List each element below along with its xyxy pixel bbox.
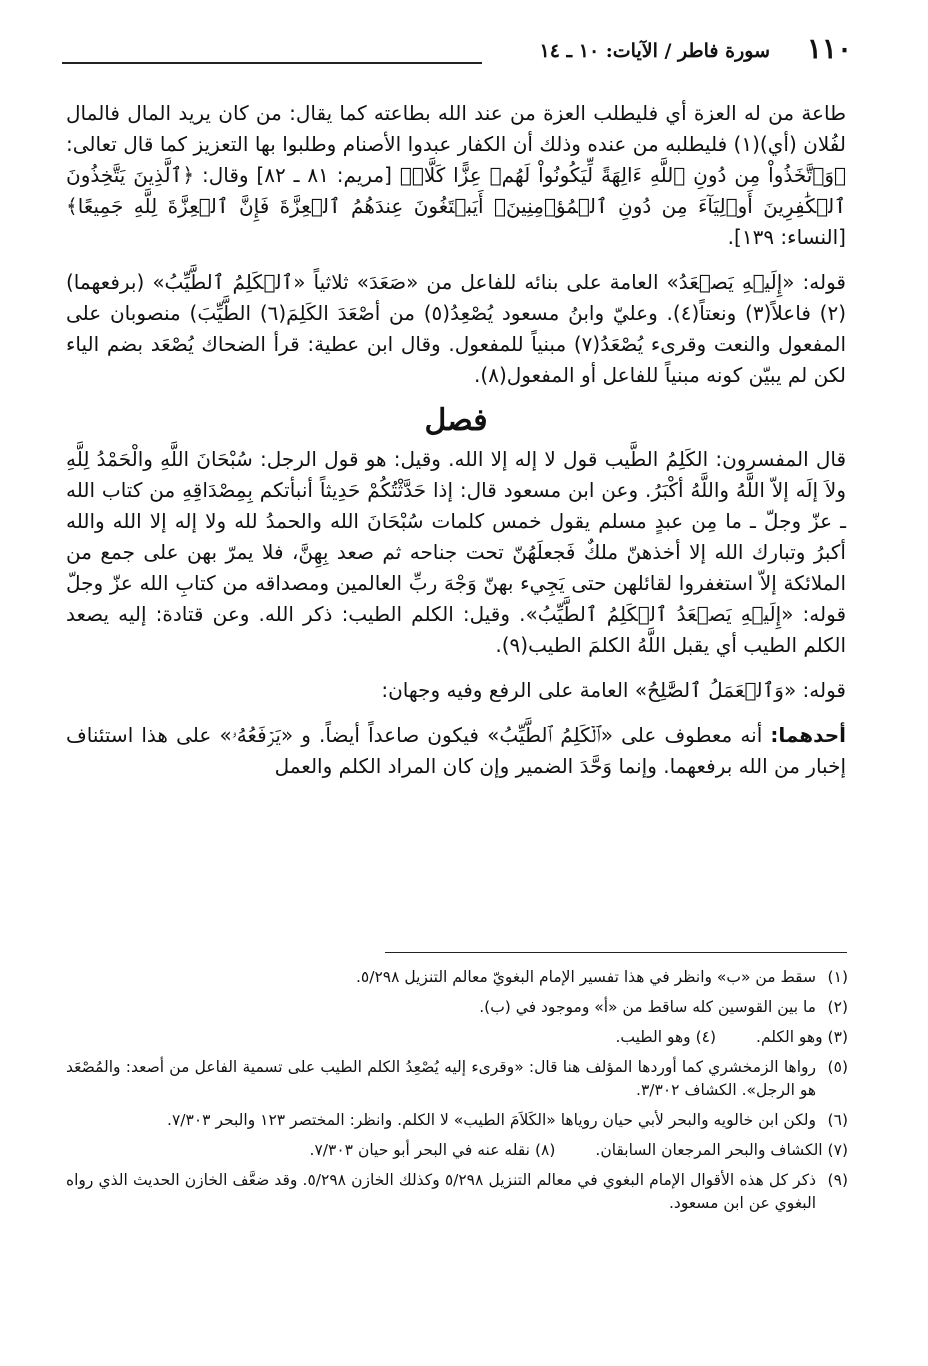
footnote [66, 1056, 848, 1102]
footnote-number: (٥) [827, 1058, 848, 1076]
footnote-text: ولكن ابن خالويه والبحر لأبي حيان روياها «الكَلاَمَ الطيب» لا الكلم. وانظر: المختصر ١٢٣ والبحر ٧/٣٠٣. [167, 1111, 816, 1129]
section-heading: فصل [424, 403, 488, 438]
footnote-number: (٦) [827, 1111, 848, 1129]
footnote-number: (١) [827, 968, 848, 986]
footnote [595, 1139, 848, 1162]
footnote [615, 1026, 716, 1049]
footnote-text: رواها الزمخشري كما أوردها المؤلف هنا قال: «وقرىء إليه يُصْعِدُ الكلم الطيب على تسمية الفاعل من أصعد: والمُصْعَد هو الرجل». الكشاف ٣/٣٠٢. [66, 1058, 816, 1099]
paragraph-text: أنه معطوف على «ٱلۡكَلِمُ ٱلطَّيِّبُ» فيكون صاعداً أيضاً. و «يَرۡفَعُهُۥ» على هذا استئناف إخبار من الله برفعهما. وإنما وَحَّدَ الضمير وإن كان المراد الكلم والعمل [66, 723, 846, 778]
footnote-text: وهو الكلم. [756, 1028, 823, 1046]
footnote-text: ما بين القوسين كله ساقط من «أ» وموجود في (ب). [479, 998, 816, 1016]
footnote [66, 1169, 848, 1215]
footnote [66, 1109, 848, 1132]
footnote-number: (٣) [827, 1028, 848, 1046]
footnote [66, 966, 848, 989]
footnote-number: (٩) [827, 1171, 848, 1189]
footnote [310, 1139, 556, 1162]
page-number: ١١٠ [806, 32, 852, 65]
footnote-number: (٧) [827, 1141, 848, 1159]
page-header [62, 28, 852, 70]
paragraph: قوله: «وَٱلۡعَمَلُ ٱلصَّٰلِحُ» العامة على الرفع وفيه وجهان: [381, 678, 846, 702]
footnote-text: وهو الطيب. [615, 1028, 691, 1046]
footnote-text: الكشاف والبحر المرجعان السابقان. [595, 1141, 823, 1159]
paragraph: قال المفسرون: الكَلِمُ الطَّيب قول لا إله إلا الله. وقيل: هو قول الرجل: سُبْحَانَ اللَّهِ والْحَمْدُ لِلَّهِ ولاَ إلَه إلاّ اللَّهُ واللَّهُ أكْبَرُ. وعن ابن مسعود قال: إذا حَدَّثْتُكُمْ حَدِيثاً أنبأتكم بِمِصْدَاقِهِ من كتاب الله ـ عزّ وجلّ ـ ما مِن عبدٍ مسلم يقول خمس كلمات سُبْحَانَ الله والحمدُ لله ولا إله إلا الله والله أكبرُ وتبارك الله إلا أخذهنّ ملكٌ فَجعلَهُنّ تحت جناحه ثم صعد بِهِنَّ، فلا يمرّ بهن على جمع من الملائكة إلاّ استغفروا لقائلهن حتى يَجِيء بهنّ وَجْهَ ربِّ العالمين ومصداقه من كتابِ الله عزّ وجلّ قوله: «إِلَيۡهِ يَصۡعَدُ ٱلۡكَلِمُ ٱلطَّيِّبُ». وقيل: الكلم الطيب: ذكر الله. وعن قتادة: إليه يصعد الكلم الطيب أي يقبل اللَّهُ الكلمَ الطيب(٩). [66, 447, 846, 657]
footnote [756, 1026, 848, 1049]
footnote [66, 996, 848, 1019]
footnotes [66, 966, 848, 1222]
header-rule [62, 62, 482, 64]
paragraph: قوله: «إِلَيۡهِ يَصۡعَدُ» العامة على بنائه للفاعل من «صَعَدَ» ثلاثياً «ٱلۡكَلِمُ ٱلطَّيِّبُ» (برفعهما)(٢) فاعلاً(٣) ونعتاً(٤). وعليّ وابنُ مسعود يُصْعِدُ(٥) من أصْعَدَ الكَلِمَ(٦) الطَّيِّبَ) منصوبان على المفعول والنعت وقرىء يُصْعَدُ(٧) مبنياً للمفعول. وقال ابن عطية: قرأ الضحاك يُصْعَد بضم الياء لكن لم يبيّن كونه مبنياً للفاعل أو المفعول(٨). [66, 270, 847, 387]
footnote-text: نقله عنه في البحر أبو حيان ٧/٣٠٣. [309, 1141, 530, 1159]
footnote-text: ذكر كل هذه الأقوال الإمام البغوي في معالم التنزيل ٥/٢٩٨ وكذلك الخازن ٥/٢٩٨. وقد ضعَّف الخازن الحديث الذي رواه البغوي عن ابن مسعود. [66, 1171, 816, 1212]
footnote-number: (٢) [827, 998, 848, 1016]
paragraph [66, 720, 846, 782]
footnote-pair [66, 1139, 848, 1162]
running-title: سورة فاطر / الآيات: ١٠ ـ ١٤ [539, 40, 770, 62]
footnote-pair [66, 1026, 848, 1049]
paragraph-lead: أحدهما: [770, 723, 846, 747]
footnote-rule [385, 952, 847, 953]
footnote-number: (٨) [534, 1141, 556, 1159]
main-text [66, 98, 846, 796]
footnote-text: سقط من «ب» وانظر في هذا تفسير الإمام البغويّ معالم التنزيل ٥/٢٩٨. [355, 968, 816, 986]
footnote-number: (٤) [695, 1028, 717, 1046]
paragraph: طاعة من له العزة أي فليطلب العزة من عند الله بطاعته كما يقال: من كان يريد المال فالمال لفُلان (أي)(١) فليطلبه من عنده وذلك أن الكفار عبدوا الأصنام وطلبوا بها التعزيز كما قال تعالى: ﴿وَٱتَّخَذُواْ مِن دُونِ ٱللَّهِ ءَالِهَةً لِّيَكُونُواْ لَهُمۡ عِزًّا كَلَّاۚ﴾ [مريم: ٨١ ـ ٨٢] وقال: ﴿ٱلَّذِينَ يَتَّخِذُونَ ٱلۡكَٰفِرِينَ أَوۡلِيَآءَ مِن دُونِ ٱلۡمُؤۡمِنِينَۚ أَيَبۡتَغُونَ عِندَهُمُ ٱلۡعِزَّةَ فَإِنَّ ٱلۡعِزَّةَ لِلَّهِ جَمِيعًا﴾ [النساء: ١٣٩]. [66, 101, 847, 249]
